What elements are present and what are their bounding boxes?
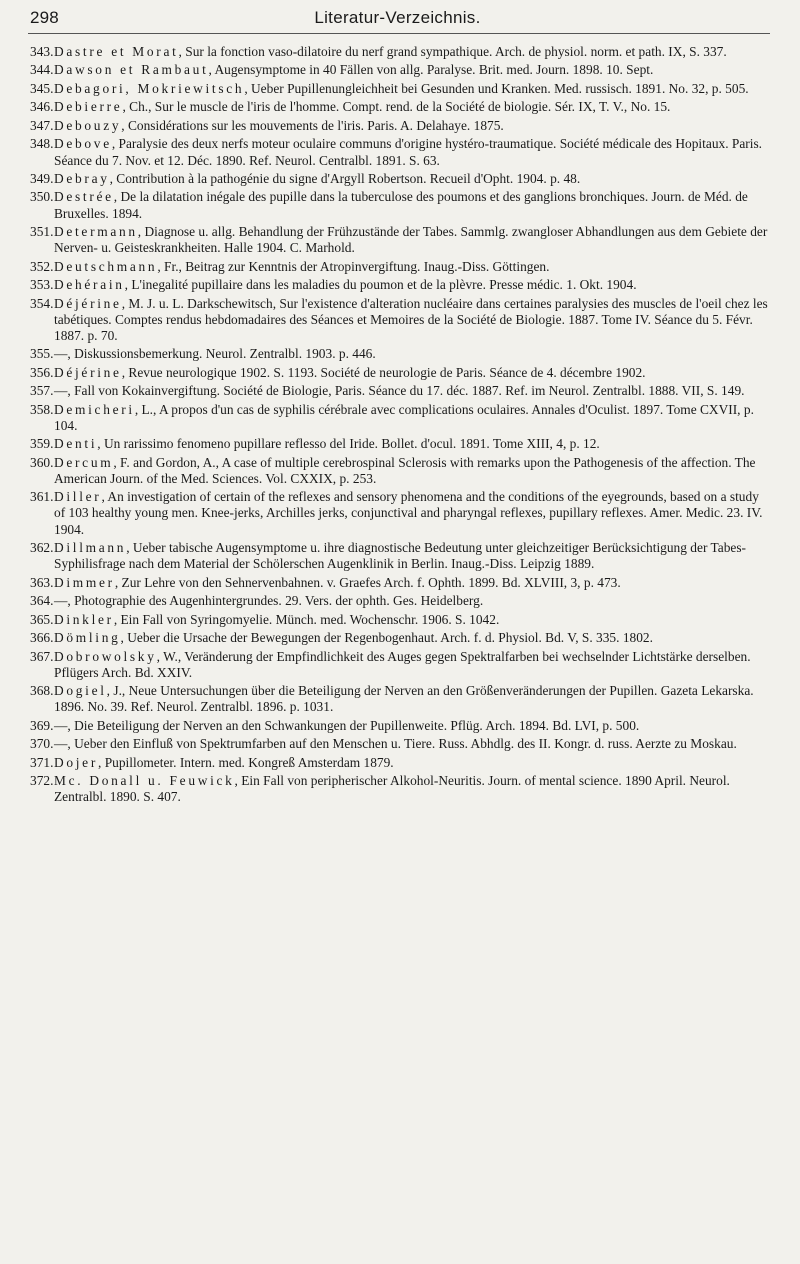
entry-text: , L., A propos d'un cas de syphilis cérébrale avec complications oculaires. Annales d'Oculist. 1897. Tome CXVII, p. 104. bbox=[54, 401, 754, 433]
entry-author: Destrée bbox=[54, 189, 114, 205]
entry-number: 343. bbox=[30, 44, 54, 59]
entry-author: Debouzy bbox=[54, 117, 122, 133]
entry-author: Denti bbox=[54, 436, 98, 452]
entry-text: , J., Neue Untersuchungen über die Beteiligung der Nerven an den Größenveränderungen der Pupillen. Gazeta Lekarska. 1896. No. 39. Ref. Neurol. Zentralbl. 1896. p. 1031. bbox=[54, 683, 754, 715]
entry-text: , Fr., Beitrag zur Kenntnis der Atropinvergiftung. Inaug.-Diss. Göttingen. bbox=[157, 258, 550, 274]
entry-number: 368. bbox=[30, 683, 54, 699]
entry-number: 367. bbox=[30, 648, 54, 664]
bibliography-entry bbox=[30, 593, 770, 609]
bibliography-entry bbox=[30, 630, 770, 646]
bibliography-entry bbox=[30, 649, 770, 681]
bibliography-entry bbox=[30, 365, 770, 381]
entry-number: 346. bbox=[30, 99, 54, 115]
entry-text: , L'inegalité pupillaire dans les maladies du poumon et de la plèvre. Presse médic. 1. Okt. 1904. bbox=[124, 277, 637, 293]
entry-text: , Pupillometer. Intern. med. Kongreß Amsterdam 1879. bbox=[98, 754, 394, 770]
bibliography-entry bbox=[30, 683, 770, 715]
entry-text: —, Fall von Kokainvergiftung. Société de Biologie, Paris. Séance du 17. déc. 1887. Ref. im Neurol. Zentralbl. 1888. VII, S. 149. bbox=[54, 383, 745, 399]
entry-author: Debove bbox=[54, 136, 112, 152]
entry-number: 347. bbox=[30, 117, 54, 133]
entry-number: 363. bbox=[30, 574, 54, 590]
entry-number: 356. bbox=[30, 364, 54, 380]
bibliography-entry bbox=[30, 277, 770, 293]
bibliography-entry bbox=[30, 189, 770, 221]
entry-number: 372. bbox=[30, 773, 54, 789]
bibliography-entry bbox=[30, 718, 770, 734]
entry-text: —, Ueber den Einfluß von Spektrumfarben auf den Menschen u. Tiere. Russ. Abhdlg. des II. Kongr. d. russ. Aerzte zu Moskau. bbox=[54, 736, 737, 752]
entry-number: 371. bbox=[30, 754, 54, 770]
entry-text: , Un rarissimo fenomeno pupillare reflesso del Iride. Bollet. d'ocul. 1891. Tome XIII, 4, p. 12. bbox=[97, 436, 600, 452]
entry-text: , Ein Fall von peripherischer Alkohol-Neuritis. Journ. of mental science. 1890 April. Neurol. Zentralbl. 1890. S. 407. bbox=[54, 773, 730, 805]
bibliography-entry bbox=[30, 136, 770, 168]
entry-number: 370. bbox=[30, 736, 54, 752]
bibliography-entry bbox=[30, 489, 770, 537]
entry-text: , Ueber tabische Augensymptome u. ihre diagnostische Bedeutung unter gleichzeitiger Berücksichtigung der Tabes-Syphilisfrage nach dem Material der Schölerschen Augenklinik in Berlin. Inaug.-Diss. Leipzig 1889. bbox=[54, 540, 746, 572]
page-number: 298 bbox=[30, 8, 59, 27]
entry-number: 353. bbox=[30, 277, 54, 293]
entry-number: 348. bbox=[30, 136, 54, 152]
entry-text: , Ein Fall von Syringomyelie. Münch. med. Wochenschr. 1906. S. 1042. bbox=[113, 611, 500, 627]
entry-text: , Ch., Sur le muscle de l'iris de l'homme. Compt. rend. de la Société de biologie. Sér. IX, T. V., No. 15. bbox=[122, 99, 671, 115]
bibliography-entry bbox=[30, 346, 770, 362]
entry-author: Debierre bbox=[54, 99, 123, 115]
entry-text: , Augensymptome in 40 Fällen von allg. Paralyse. Brit. med. Journ. 1898. 10. Sept. bbox=[208, 62, 654, 78]
entry-number: 364. bbox=[30, 593, 54, 609]
entry-author: Determann bbox=[54, 224, 138, 240]
entry-author: Dömling bbox=[54, 630, 121, 646]
bibliography-entry bbox=[30, 540, 770, 572]
entry-number: 354. bbox=[30, 295, 54, 311]
bibliography-entry bbox=[30, 62, 770, 78]
entry-number: 366. bbox=[30, 630, 54, 646]
entry-author: Dimmer bbox=[54, 574, 115, 590]
entry-text: , De la dilatation inégale des pupille dans la tuberculose des poumons et des ganglions bronchiques. Journ. de Méd. de Bruxelles. 1894. bbox=[54, 189, 748, 221]
bibliography-entry bbox=[30, 773, 770, 805]
bibliography-entry bbox=[30, 575, 770, 591]
entry-number: 345. bbox=[30, 80, 54, 96]
entry-text: , M. J. u. L. Darkschewitsch, Sur l'existence d'alteration nucléaire dans certaines paralysies des muscles de l'oeil chez les tabétiques. Comptes rendus hebdomadaires des Séances et Memoires de la Société de Biologie. 1887. Tome IV. Séance du 5. Févr. 1887. p. 70. bbox=[54, 295, 768, 343]
entry-number: 369. bbox=[30, 717, 54, 733]
entry-author: Dehérain bbox=[54, 277, 125, 293]
entry-number: 349. bbox=[30, 171, 54, 186]
entry-text: , Diagnose u. allg. Behandlung der Frühzustände der Tabes. Sammlg. zwangloser Abhandlungen aus dem Gebiete der Nerven- u. Geisteskrankheiten. Halle 1904. C. Marhold. bbox=[54, 224, 768, 256]
bibliography-entry bbox=[30, 118, 770, 134]
bibliography-entry bbox=[30, 383, 770, 399]
entry-number: 350. bbox=[30, 189, 54, 205]
bibliography-entry bbox=[30, 81, 770, 97]
entry-number: 351. bbox=[30, 224, 54, 240]
entry-text: , Paralysie des deux nerfs moteur oculaire communs d'origine hystéro-traumatique. Société médicale des Hopitaux. Paris. Séance du 7. Nov. et 12. Déc. 1890. Ref. Neurol. Centralbl. 1891. S. 63. bbox=[54, 136, 763, 168]
entry-author: Dercum bbox=[54, 454, 114, 470]
entry-text: , Ueber die Ursache der Bewegungen der Regenbogenhaut. Arch. f. d. Physiol. Bd. V, S. 335. 1802. bbox=[120, 630, 653, 646]
entry-author: Demicheri bbox=[54, 401, 135, 417]
entry-number: 362. bbox=[30, 540, 54, 556]
entry-author: Debagori, Mokriewitsch bbox=[54, 80, 245, 96]
entry-author: Déjérine bbox=[54, 295, 122, 311]
entry-number: 357. bbox=[30, 383, 54, 399]
bibliography-entry bbox=[30, 612, 770, 628]
bibliography-entry bbox=[30, 296, 770, 344]
entry-author: Dojer bbox=[54, 754, 98, 770]
entry-number: 352. bbox=[30, 258, 54, 274]
bibliography-entry bbox=[30, 171, 770, 187]
entry-text: , An investigation of certain of the reflexes and sensory phenomena and the conditions of the eyegrounds, based on a study of 103 healthy young men. Knee-jerks, Archilles jerks, conjunctival and pharyngal reflexes, pupillary reflexes. Amer. Medic. 23. IV. 1904. bbox=[54, 489, 763, 537]
entry-number: 365. bbox=[30, 611, 54, 627]
entry-text: , W., Veränderung der Empfindlichkeit des Auges gegen Spektralfarben bei wechselnder Lichtstärke derselben. Pflügers Arch. Bd. XXIV. bbox=[54, 648, 751, 680]
entry-number: 344. bbox=[30, 62, 54, 78]
bibliography-entry bbox=[30, 455, 770, 487]
bibliography-entry bbox=[30, 44, 770, 60]
bibliography-entry bbox=[30, 224, 770, 256]
bibliography-entry bbox=[30, 402, 770, 434]
bibliography-entry bbox=[30, 736, 770, 752]
bibliography-entry bbox=[30, 259, 770, 275]
entry-author: Dinkler bbox=[54, 611, 114, 627]
entry-author: Mc. Donall u. Feuwick bbox=[54, 773, 235, 789]
entry-text: , Zur Lehre von den Sehnervenbahnen. v. Graefes Arch. f. Ophth. 1899. Bd. XLVIII, 3, p. 473. bbox=[114, 574, 621, 590]
entry-text: , Sur la fonction vaso-dilatoire du nerf grand sympathique. Arch. de physiol. norm. et path. IX, S. 337. bbox=[178, 44, 727, 59]
bibliography-entry bbox=[30, 99, 770, 115]
page-header bbox=[30, 8, 765, 32]
bibliography-entry bbox=[30, 436, 770, 452]
entry-text: —, Photographie des Augenhintergrundes. 29. Vers. der ophth. Ges. Heidelberg. bbox=[54, 593, 484, 609]
entry-author: Diller bbox=[54, 489, 102, 505]
entry-author: Dawson et Rambaut bbox=[54, 62, 209, 78]
entry-number: 358. bbox=[30, 401, 54, 417]
entry-text: —, Diskussionsbemerkung. Neurol. Zentralbl. 1903. p. 446. bbox=[54, 346, 376, 362]
entry-author: Dastre et Morat bbox=[54, 44, 179, 59]
entry-text: , Contribution à la pathogénie du signe d'Argyll Robertson. Recueil d'Opht. 1904. p. 48. bbox=[109, 171, 581, 186]
entry-number: 360. bbox=[30, 454, 54, 470]
entry-number: 359. bbox=[30, 436, 54, 452]
running-title: Literatur-Verzeichnis. bbox=[314, 8, 481, 27]
bibliography-list bbox=[30, 44, 770, 808]
entry-number: 355. bbox=[30, 346, 54, 362]
entry-author: Debray bbox=[54, 171, 110, 186]
bibliography-entry bbox=[30, 755, 770, 771]
entry-text: , F. and Gordon, A., A case of multiple cerebrospinal Sclerosis with remarks upon the Pathogenesis of the affection. The American Journ. of the Med. Sciences. Vol. CXXIX, p. 253. bbox=[54, 454, 756, 486]
entry-author: Dobrowolsky bbox=[54, 648, 157, 664]
entry-text: , Ueber Pupillenungleichheit bei Gesunden und Kranken. Med. russisch. 1891. No. 32, p. 505. bbox=[244, 80, 749, 96]
entry-number: 361. bbox=[30, 489, 54, 505]
entry-text: —, Die Beteiligung der Nerven an den Schwankungen der Pupillenweite. Pflüg. Arch. 1894. Bd. LVI, p. 500. bbox=[54, 717, 640, 733]
entry-author: Dillmann bbox=[54, 540, 127, 556]
entry-author: Déjérine bbox=[54, 364, 122, 380]
entry-text: , Revue neurologique 1902. S. 1193. Société de neurologie de Paris. Séance de 4. décembre 1902. bbox=[121, 364, 646, 380]
entry-text: , Considérations sur les mouvements de l'iris. Paris. A. Delahaye. 1875. bbox=[121, 117, 504, 133]
header-rule bbox=[28, 33, 770, 34]
entry-author: Dogiel bbox=[54, 683, 107, 699]
entry-author: Deutschmann bbox=[54, 258, 158, 274]
